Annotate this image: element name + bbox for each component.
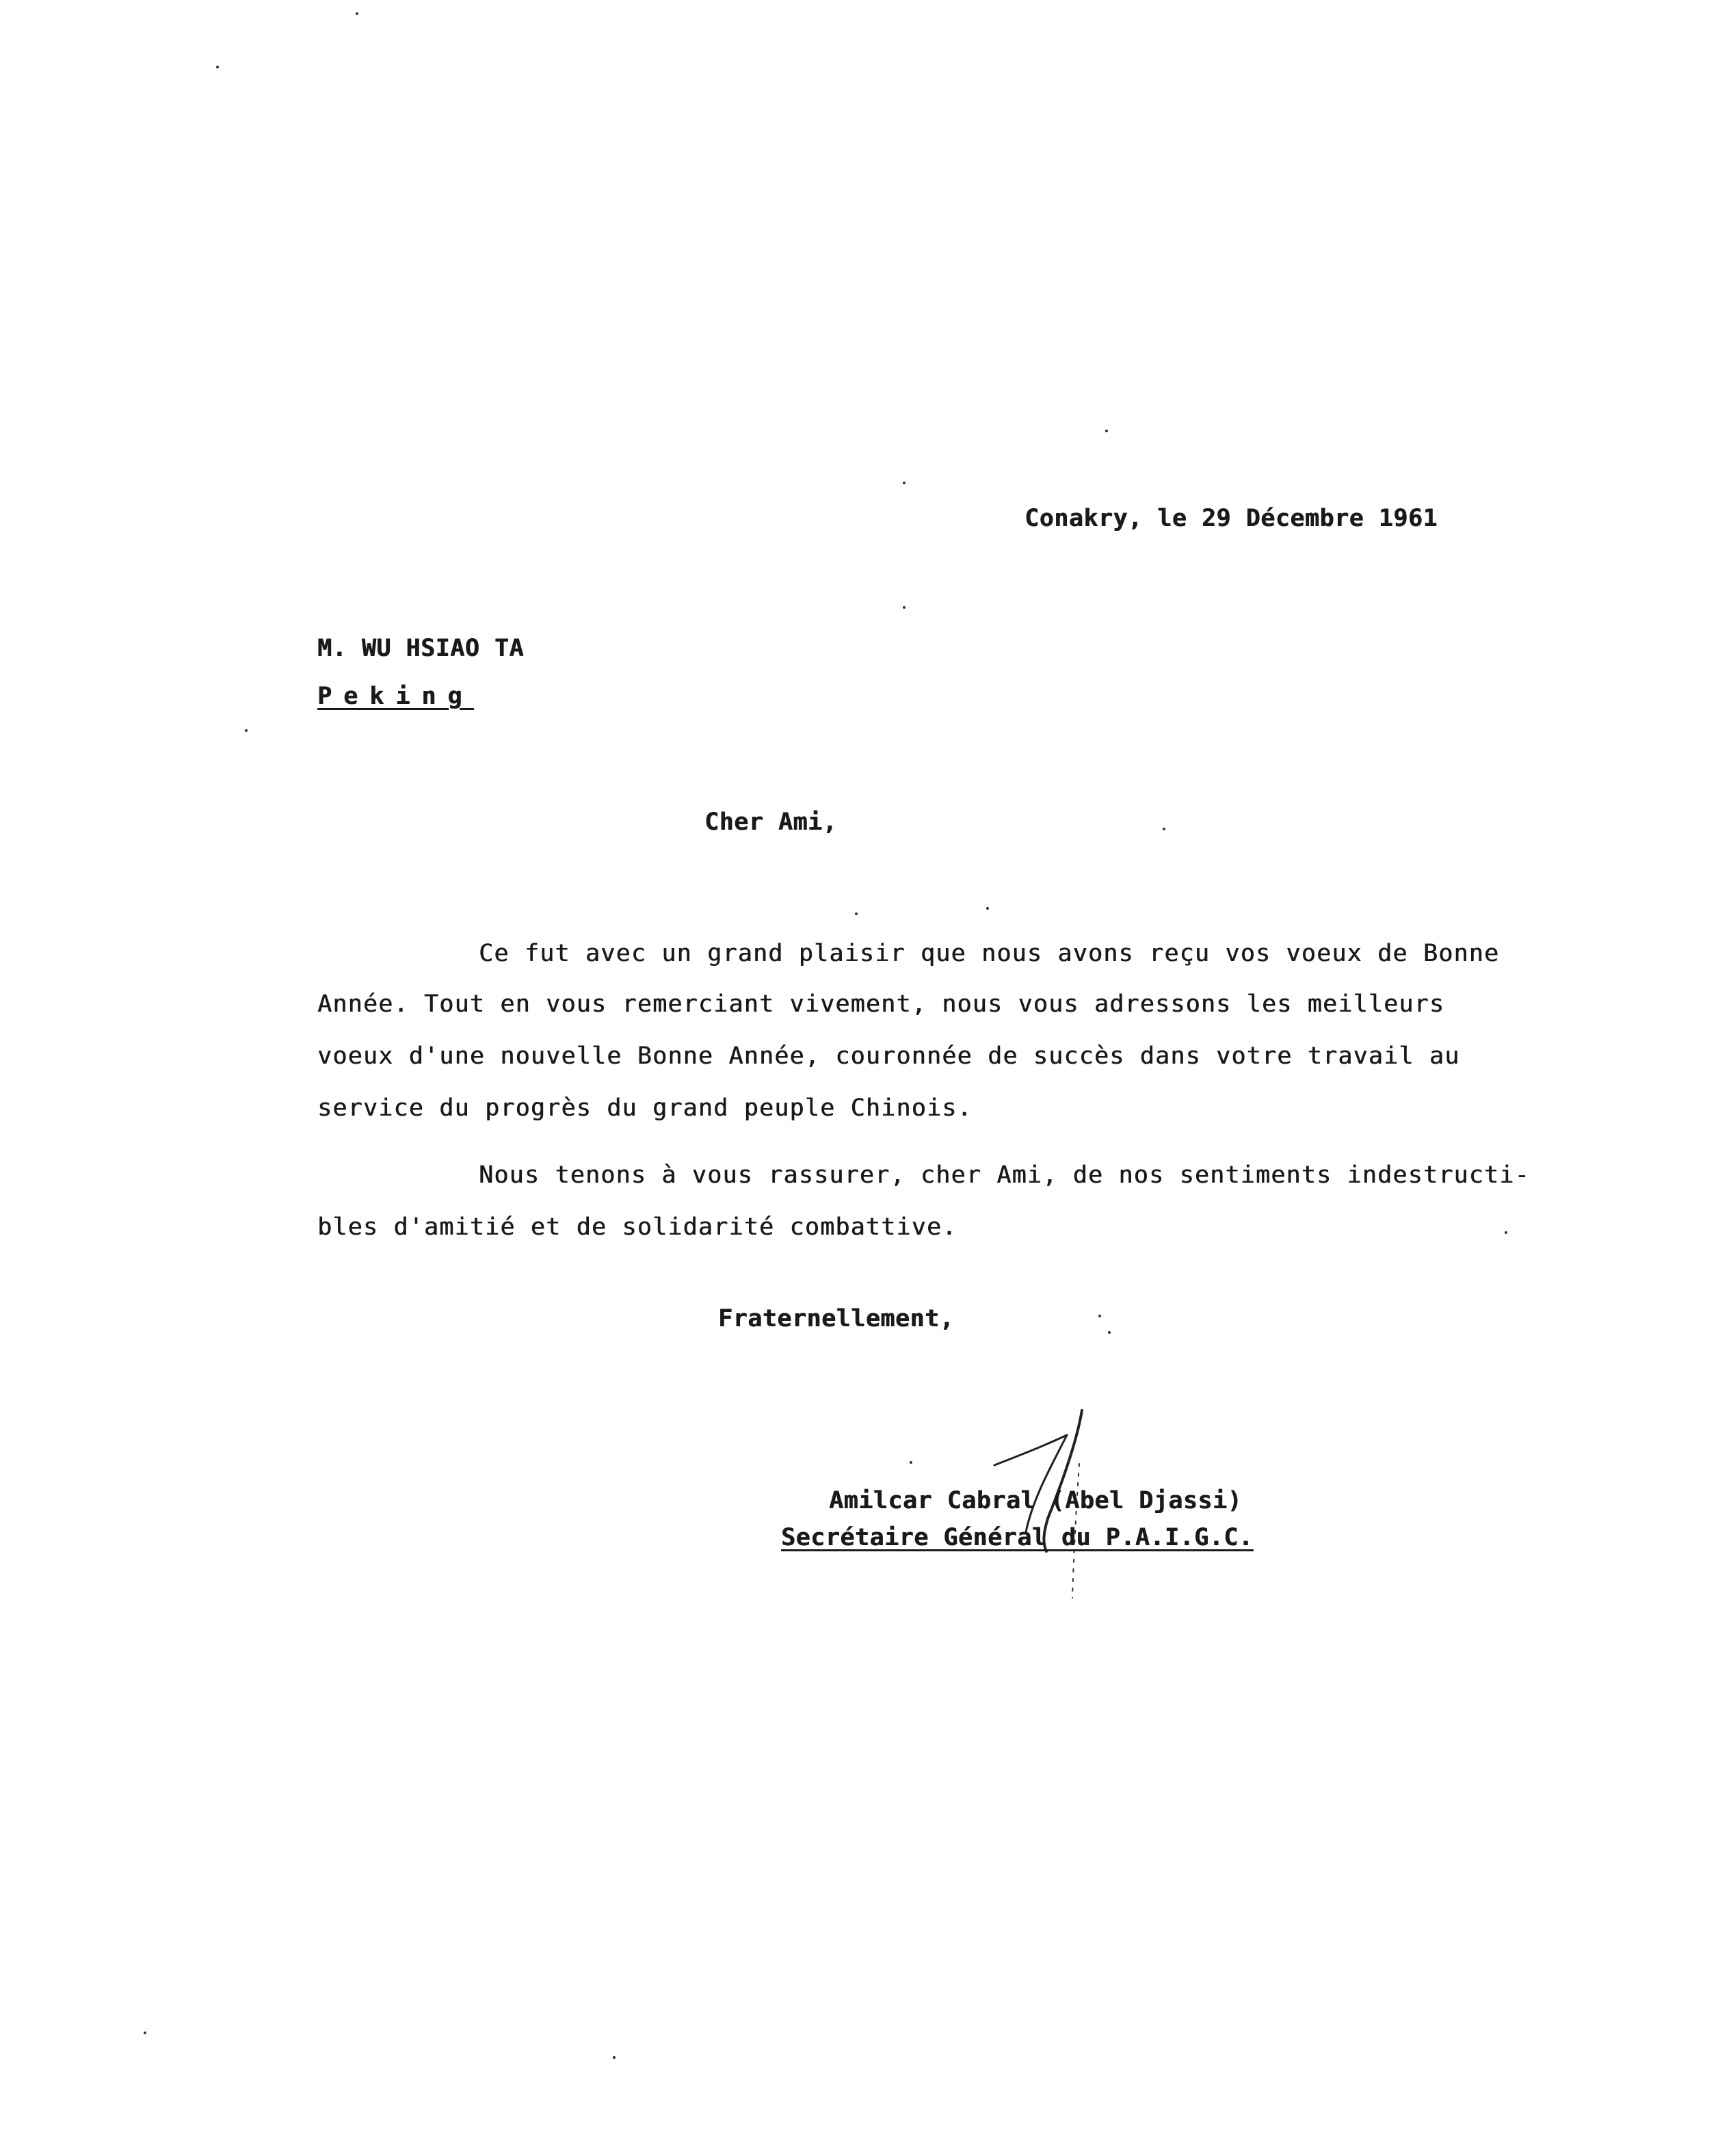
- paragraph-line: voeux d'une nouvelle Bonne Année, couronnée de succès dans votre travail au: [317, 1042, 1460, 1070]
- dateline: Conakry, le 29 Décembre 1961: [1025, 505, 1438, 532]
- scan-speck: [216, 66, 219, 68]
- scan-speck: [986, 907, 989, 910]
- scan-speck: [903, 606, 906, 609]
- paragraph-line: Ce fut avec un grand plaisir que nous avons reçu vos voeux de Bonne: [479, 940, 1500, 967]
- paragraph-line: bles d'amitié et de solidarité combattive.: [317, 1213, 957, 1241]
- scan-speck: [613, 2056, 616, 2059]
- paragraph-line: service du progrès du grand peuple Chinois.: [317, 1094, 973, 1122]
- paragraph-line: Année. Tout en vous remerciant vivement, nous vous adressons les meilleurs: [317, 990, 1445, 1018]
- scan-speck: [903, 482, 906, 484]
- scan-speck: [1163, 828, 1165, 830]
- scan-speck: [1105, 430, 1108, 432]
- recipient-city: Peking: [317, 683, 474, 710]
- salutation: Cher Ami,: [704, 808, 838, 836]
- recipient-name: M. WU HSIAO TA: [317, 635, 525, 662]
- scan-speck: [356, 12, 358, 15]
- closing: Fraternellement,: [718, 1305, 955, 1332]
- scan-speck: [144, 2032, 146, 2034]
- paragraph-line: Nous tenons à vous rassurer, cher Ami, de nos sentiments indestructi-: [479, 1161, 1530, 1189]
- signatory-name: Amilcar Cabral (Abel Djassi): [829, 1487, 1243, 1514]
- scan-speck: [1505, 1231, 1507, 1234]
- scan-speck: [1108, 1331, 1111, 1334]
- scan-speck: [245, 729, 248, 732]
- scan-speck: [910, 1461, 912, 1464]
- signatory-title: Secrétaire Général du P.A.I.G.C.: [781, 1524, 1254, 1551]
- scan-speck: [1098, 1315, 1101, 1317]
- scan-speck: [855, 912, 858, 915]
